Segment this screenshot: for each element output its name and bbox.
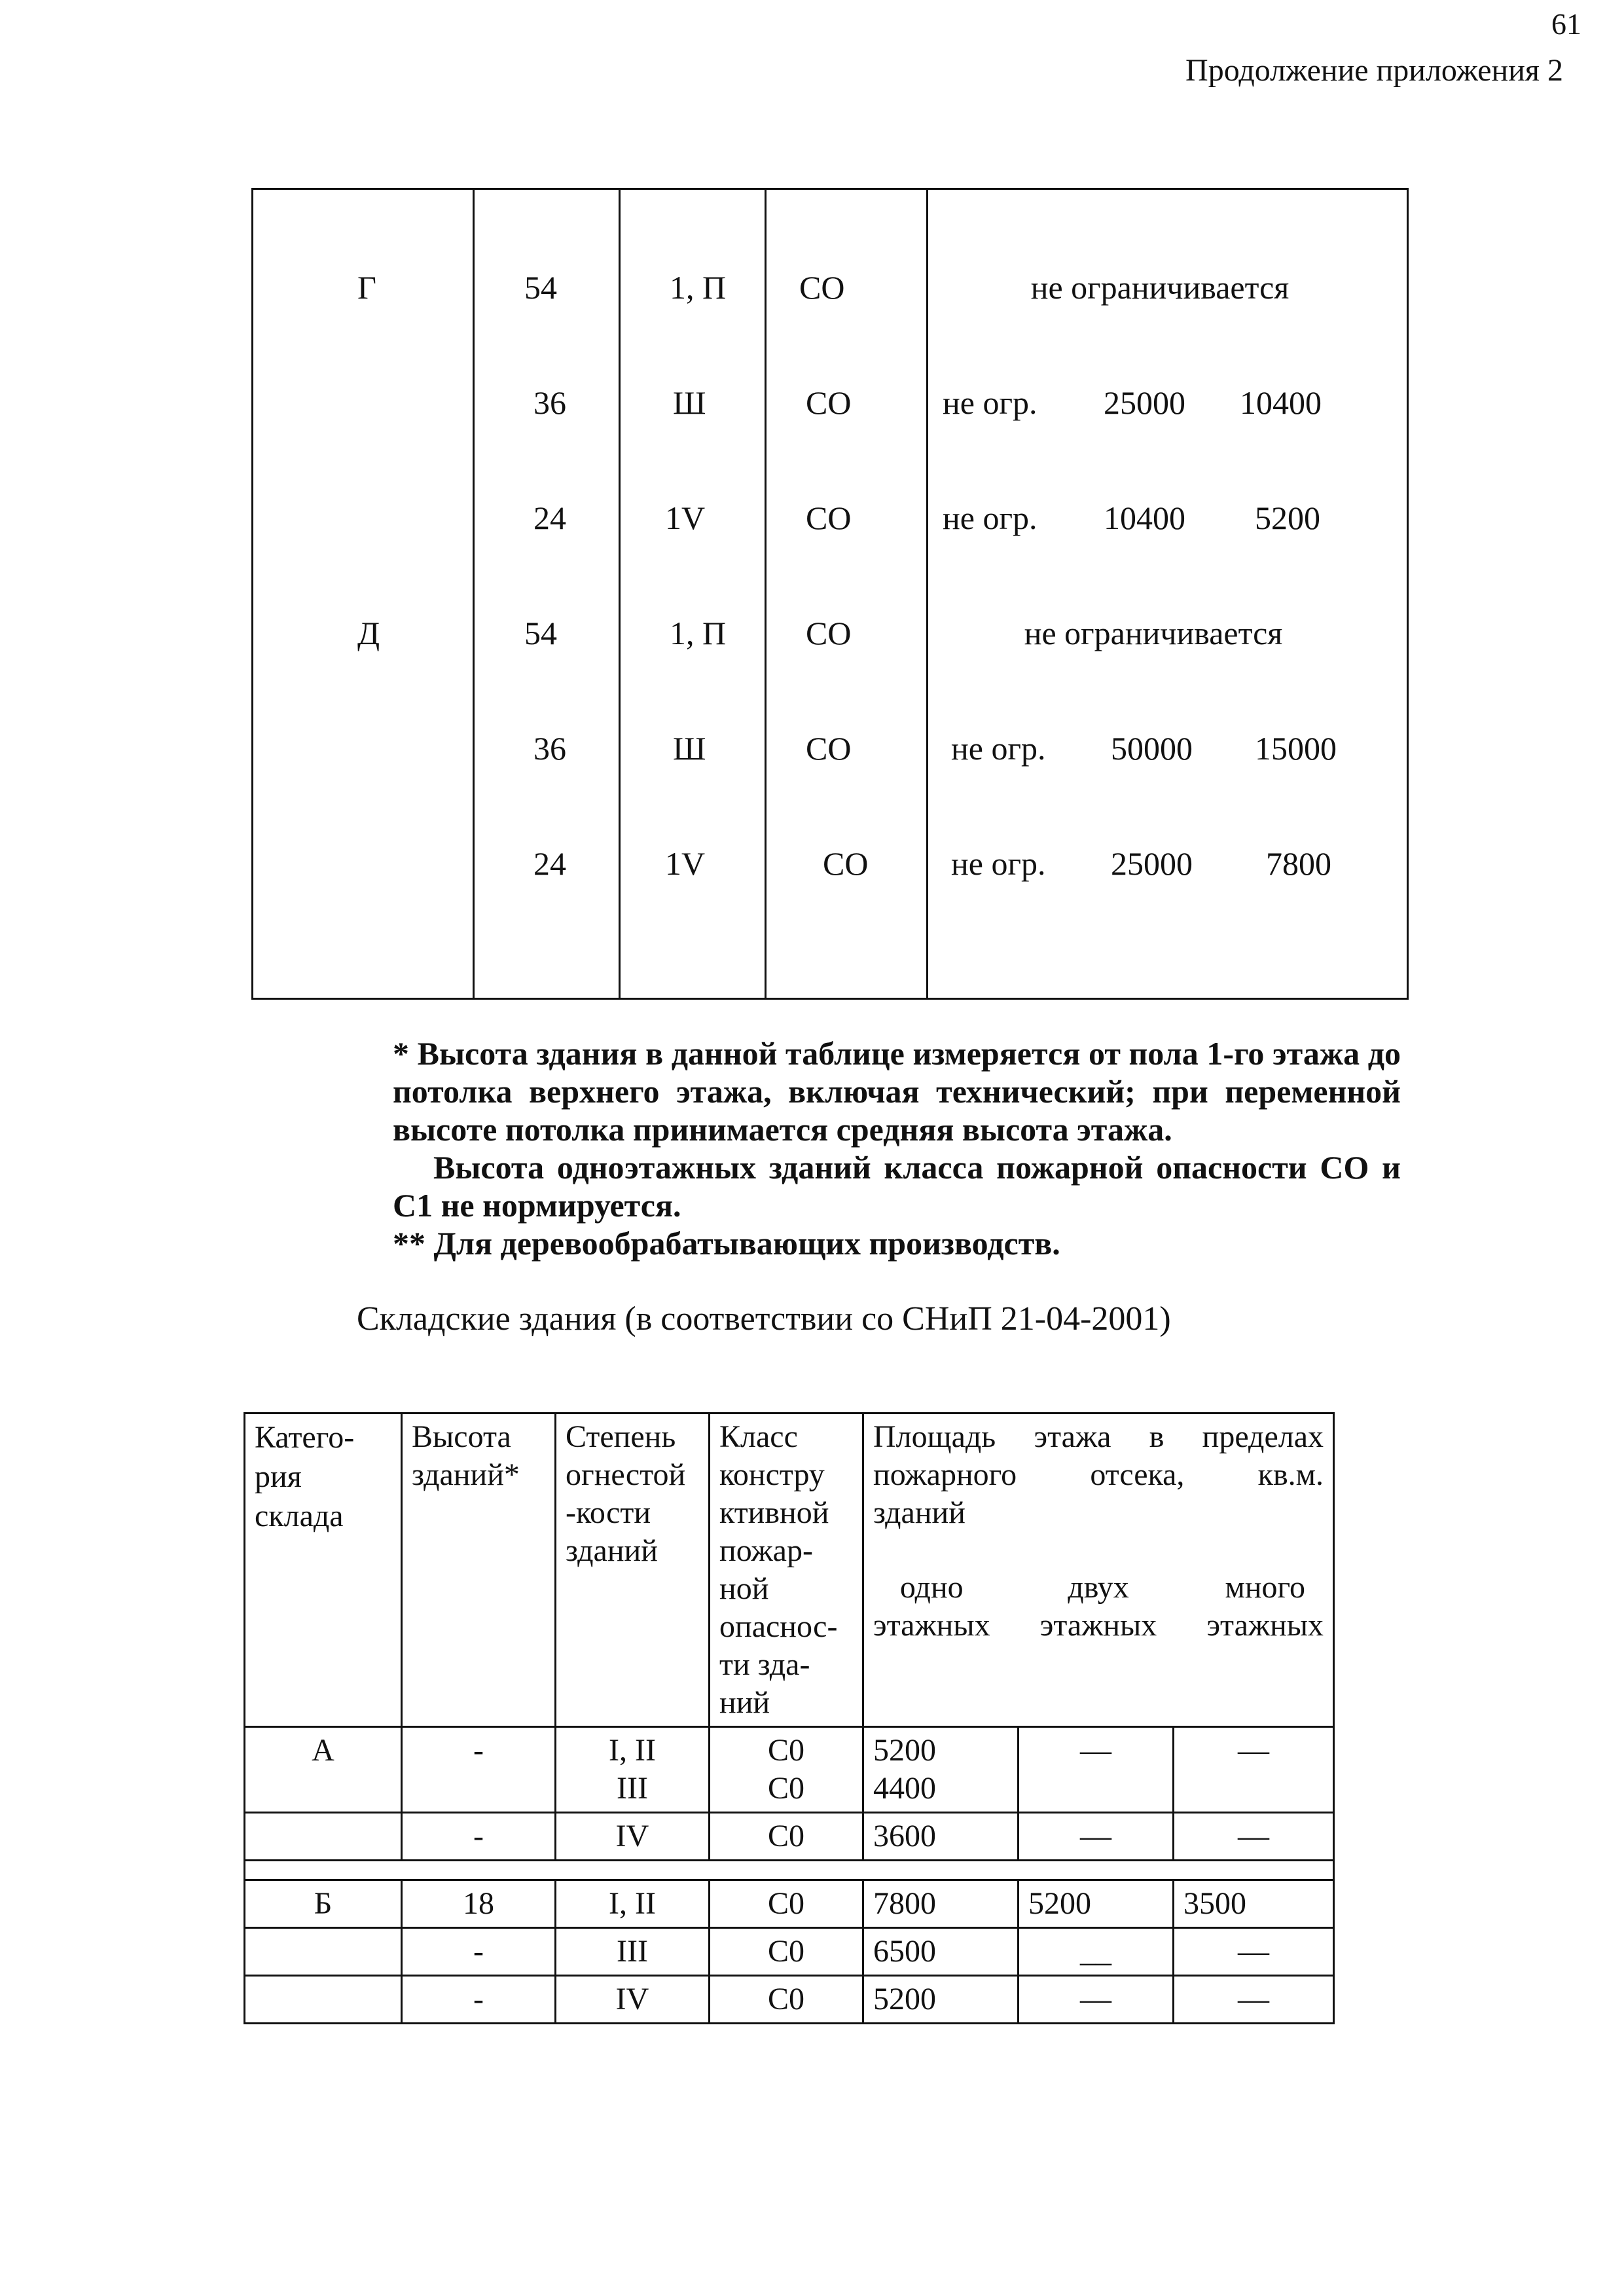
table2-title: Складские здания (в соответствии со СНиП 21-04-2001) bbox=[357, 1300, 1171, 1338]
table1-area-two: 10400 bbox=[1104, 500, 1185, 536]
cell-one-storey: 5200 bbox=[863, 1976, 1019, 2024]
cell-text: 4400 bbox=[873, 1771, 936, 1806]
header-text: этажных bbox=[1039, 1608, 1157, 1643]
cell-one-storey: 6500 bbox=[863, 1928, 1019, 1976]
header-text: склада bbox=[255, 1499, 344, 1533]
table-row-spacer bbox=[245, 1861, 1334, 1880]
cell-height: 18 bbox=[402, 1880, 556, 1928]
table1-height: 54 bbox=[524, 615, 557, 651]
page-number: 61 bbox=[1551, 7, 1581, 41]
cell-two-storey: 5200 bbox=[1019, 1880, 1174, 1928]
cell-two-storey: — bbox=[1019, 1813, 1174, 1861]
header-text: Степень bbox=[566, 1419, 676, 1454]
table1-area-one: не огр. bbox=[951, 845, 1046, 882]
header-text: ной bbox=[719, 1571, 769, 1606]
cell-class: С0 bbox=[710, 1880, 863, 1928]
continuation-label: Продолжение приложения 2 bbox=[1185, 53, 1563, 88]
table1-height: 24 bbox=[533, 500, 566, 536]
table2-header-row bbox=[245, 1413, 1334, 1727]
table1-category: Д bbox=[357, 615, 380, 651]
cell-text: С0 bbox=[767, 1733, 804, 1768]
cell-category: А bbox=[245, 1727, 402, 1813]
cell-one-storey bbox=[863, 1727, 1019, 1813]
cell-multi-storey: — bbox=[1174, 1727, 1334, 1813]
cell-two-storey: __ bbox=[1019, 1928, 1174, 1976]
table1-column-divider bbox=[619, 190, 621, 998]
header-text: зданий bbox=[873, 1495, 965, 1530]
group-divider bbox=[245, 1861, 1334, 1880]
cell-class: С0 bbox=[710, 1928, 863, 1976]
cell-multi-storey: 3500 bbox=[1174, 1880, 1334, 1928]
header-area-subcolumns bbox=[873, 1569, 1324, 1645]
table1-class: СО bbox=[806, 730, 852, 767]
header-text: ти зда- bbox=[719, 1647, 810, 1682]
cell-class: С0 bbox=[710, 1813, 863, 1861]
cell-category bbox=[245, 1976, 402, 2024]
table1-class: СО bbox=[806, 384, 852, 421]
table1-area-one: не огр. bbox=[943, 500, 1038, 536]
header-text: Класс bbox=[719, 1419, 798, 1454]
table1-height: 36 bbox=[533, 384, 566, 421]
header-text: Высота bbox=[412, 1419, 511, 1454]
table1-column-divider bbox=[473, 190, 475, 998]
header-text: Катего- bbox=[255, 1420, 355, 1455]
header-text: зданий bbox=[566, 1533, 658, 1568]
table1-class: СО bbox=[799, 269, 845, 306]
table1-area-multi: 7800 bbox=[1266, 845, 1331, 882]
cell-degree bbox=[556, 1727, 710, 1813]
table1-area-two: 50000 bbox=[1111, 730, 1193, 767]
table1-class: СО bbox=[806, 615, 852, 651]
table-row bbox=[245, 1880, 1334, 1928]
header-text: ктивной bbox=[719, 1495, 829, 1530]
header-text: этажных bbox=[873, 1608, 990, 1643]
table1-area-two: 25000 bbox=[1104, 384, 1185, 421]
cell-degree: IV bbox=[556, 1976, 710, 2024]
table1-degree: 1V bbox=[665, 500, 706, 536]
header-text: огнестой bbox=[566, 1457, 686, 1492]
cell-text: I, II bbox=[609, 1733, 656, 1768]
table1-area-two: 25000 bbox=[1111, 845, 1193, 882]
cell-multi-storey: — bbox=[1174, 1976, 1334, 2024]
cell-category: Б bbox=[245, 1880, 402, 1928]
cell-height: - bbox=[402, 1727, 556, 1813]
header-category bbox=[245, 1413, 402, 1727]
cell-text: С0 bbox=[767, 1771, 804, 1806]
header-text: много bbox=[1225, 1570, 1305, 1605]
header-text: этажных bbox=[1206, 1608, 1324, 1643]
cell-category bbox=[245, 1813, 402, 1861]
cell-one-storey: 3600 bbox=[863, 1813, 1019, 1861]
cell-degree: I, II bbox=[556, 1880, 710, 1928]
header-text: Площадь этажа в пределах bbox=[873, 1419, 1324, 1454]
cell-class bbox=[710, 1727, 863, 1813]
header-text: -кости bbox=[566, 1495, 651, 1530]
note-height: * Высота здания в данной таблице измеряется от пола 1-го этажа до потолка верхнего этажа, включая технический; при переменной высоте потолка принимается средняя высота этажа. bbox=[393, 1035, 1401, 1148]
note-single-storey: Высота одноэтажных зданий класса пожарной опасности СО и С1 не нормируется. bbox=[393, 1149, 1401, 1224]
table1-degree: 1, П bbox=[670, 615, 727, 651]
table1-area-unlimited: не ограничивается bbox=[1030, 269, 1290, 306]
cell-two-storey: — bbox=[1019, 1976, 1174, 2024]
cell-two-storey: — bbox=[1019, 1727, 1174, 1813]
table-row bbox=[245, 1976, 1334, 2024]
table-row bbox=[245, 1928, 1334, 1976]
table1-height: 24 bbox=[533, 845, 566, 882]
table1-degree: Ш bbox=[673, 730, 706, 767]
header-text: констру bbox=[719, 1457, 825, 1492]
table1-category: Г bbox=[357, 269, 376, 306]
cell-height: - bbox=[402, 1813, 556, 1861]
header-text: двух bbox=[1068, 1570, 1129, 1605]
header-one-storey bbox=[873, 1569, 990, 1645]
header-text: рия bbox=[255, 1459, 302, 1494]
table1-area-multi: 10400 bbox=[1240, 384, 1322, 421]
cell-text: 5200 bbox=[873, 1733, 936, 1768]
table1-class: СО bbox=[806, 500, 852, 536]
table1-height: 36 bbox=[533, 730, 566, 767]
table2 bbox=[244, 1412, 1335, 2024]
table1-area-one: не огр. bbox=[943, 384, 1038, 421]
table1 bbox=[251, 188, 1409, 1000]
header-text: пожарного отсека, кв.м. bbox=[873, 1457, 1324, 1492]
table1-area-unlimited: не ограничивается bbox=[1024, 615, 1283, 651]
table1-column-divider bbox=[765, 190, 767, 998]
table1-column-divider bbox=[926, 190, 928, 998]
header-area bbox=[863, 1413, 1334, 1727]
header-height bbox=[402, 1413, 556, 1727]
table1-area-one: не огр. bbox=[951, 730, 1046, 767]
cell-height: - bbox=[402, 1976, 556, 2024]
table1-area-multi: 15000 bbox=[1255, 730, 1337, 767]
table1-degree: Ш bbox=[673, 384, 706, 421]
cell-multi-storey: — bbox=[1174, 1813, 1334, 1861]
cell-class: С0 bbox=[710, 1976, 863, 2024]
table1-degree: 1, П bbox=[670, 269, 727, 306]
header-class bbox=[710, 1413, 863, 1727]
note-woodworking: ** Для деревообрабатывающих производств. bbox=[393, 1225, 1060, 1262]
table1-degree: 1V bbox=[665, 845, 706, 882]
header-text: зданий* bbox=[412, 1457, 520, 1492]
cell-text: III bbox=[617, 1771, 648, 1806]
cell-height: - bbox=[402, 1928, 556, 1976]
header-text: ний bbox=[719, 1685, 770, 1720]
header-multi-storey bbox=[1206, 1569, 1324, 1645]
table-row bbox=[245, 1727, 1334, 1813]
header-degree bbox=[556, 1413, 710, 1727]
table-notes bbox=[393, 1034, 1401, 1262]
table1-class: СО bbox=[823, 845, 869, 882]
header-text: опаснос- bbox=[719, 1609, 838, 1644]
cell-category bbox=[245, 1928, 402, 1976]
cell-one-storey: 7800 bbox=[863, 1880, 1019, 1928]
header-text: одно bbox=[899, 1570, 964, 1605]
header-two-storey bbox=[1040, 1569, 1157, 1645]
header-text: пожар- bbox=[719, 1533, 813, 1568]
cell-degree: IV bbox=[556, 1813, 710, 1861]
cell-degree: III bbox=[556, 1928, 710, 1976]
table-row bbox=[245, 1813, 1334, 1861]
table1-height: 54 bbox=[524, 269, 557, 306]
cell-multi-storey: — bbox=[1174, 1928, 1334, 1976]
table1-area-multi: 5200 bbox=[1255, 500, 1320, 536]
